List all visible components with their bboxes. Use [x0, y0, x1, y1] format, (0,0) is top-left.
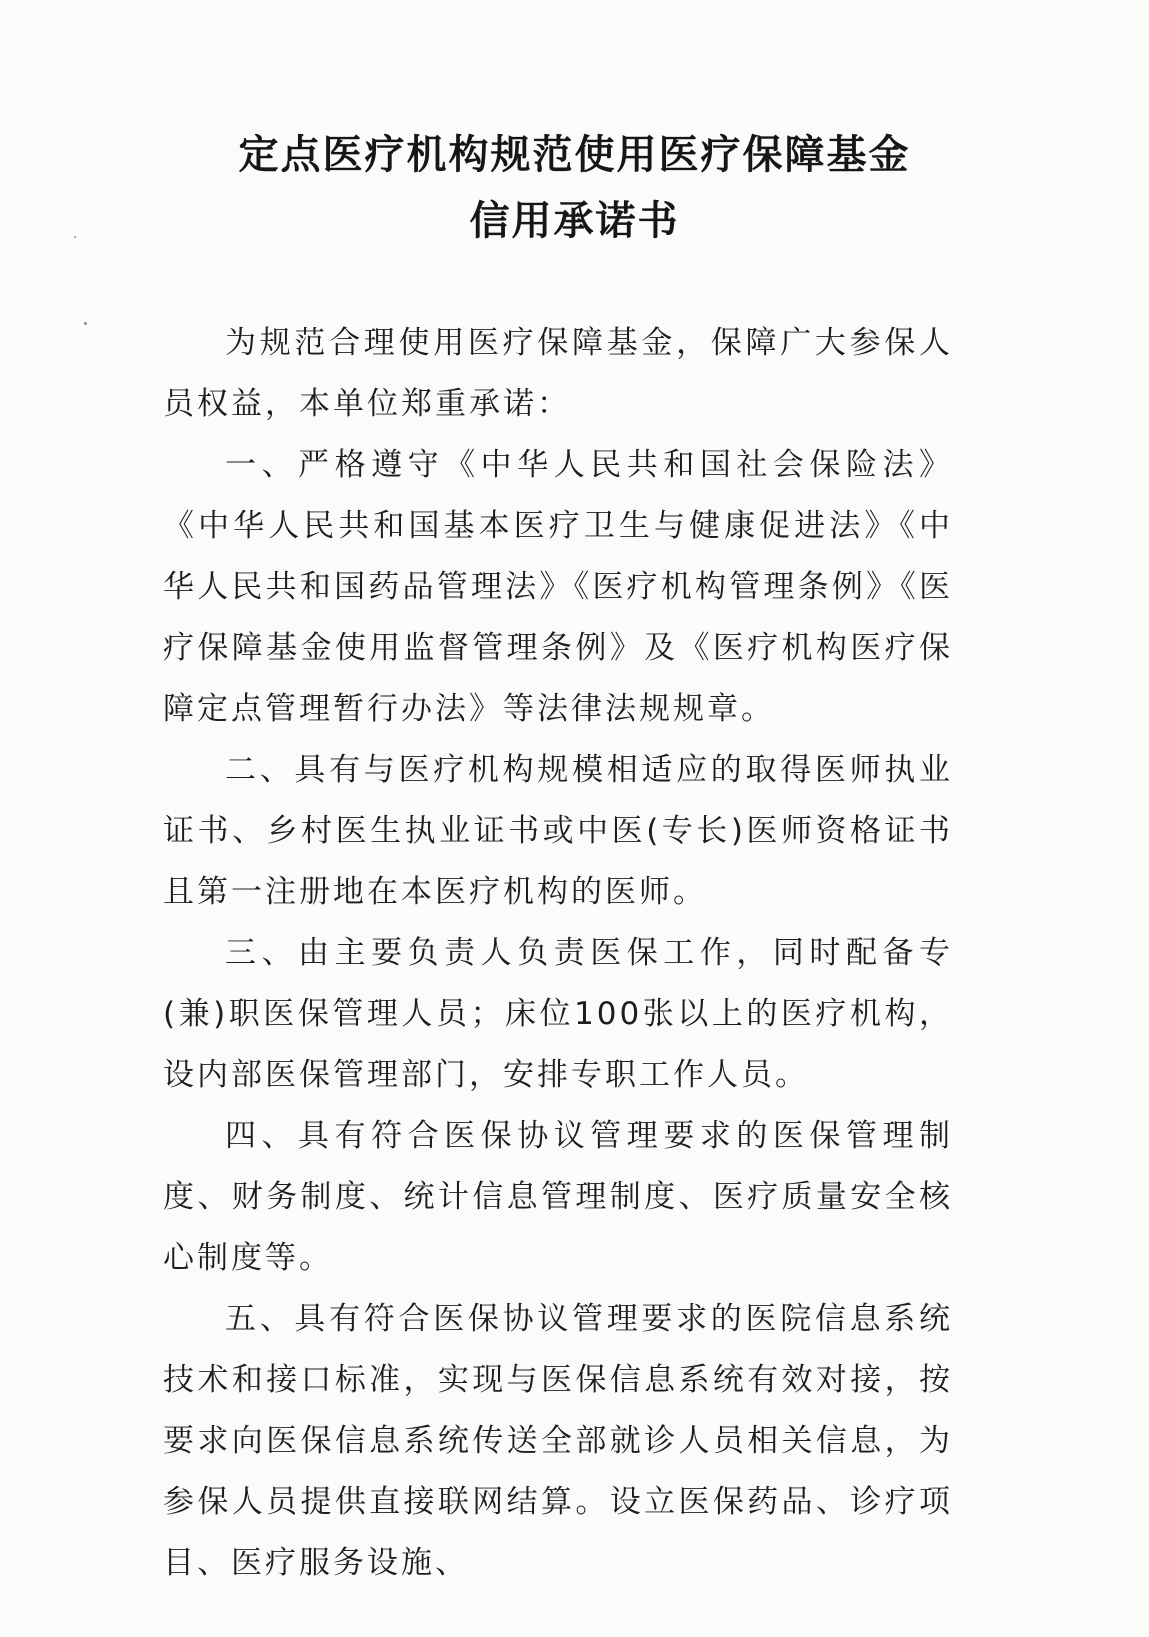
paragraph-item-4: 四、具有符合医保协议管理要求的医保管理制度、财务制度、统计信息管理制度、医疗质量安全核心制度等。 [163, 1118, 953, 1276]
paragraph-item-2: 二、具有与医疗机构规模相适应的取得医师执业证书、乡村医生执业证书或中医(专长)医师资格证书且第一注册地在本医疗机构的医师。 [163, 752, 953, 910]
paragraph-item-3: 三、由主要负责人负责医保工作，同时配备专(兼)职医保管理人员；床位100张以上的医疗机构，设内部医保管理部门，安排专职工作人员。 [163, 935, 953, 1093]
paragraph-item-1: 一、严格遵守《中华人民共和国社会保险法》《中华人民共和国基本医疗卫生与健康促进法》《中华人民共和国药品管理法》《医疗机构管理条例》《医疗保障基金使用监督管理条例》及《医疗机构医疗保障定点管理暂行办法》等法律法规规章。 [163, 447, 953, 727]
document-title [0, 122, 1149, 254]
scan-speck [84, 322, 87, 325]
paragraph-item-5: 五、具有符合医保协议管理要求的医院信息系统技术和接口标准，实现与医保信息系统有效对接，按要求向医保信息系统传送全部就诊人员相关信息，为参保人员提供直接联网结算。设立医保药品、诊疗项目、医疗服务设施、 [163, 1301, 953, 1581]
document-body [163, 313, 953, 1594]
paragraph-intro: 为规范合理使用医疗保障基金，保障广大参保人员权益，本单位郑重承诺： [163, 325, 953, 422]
title-line-2: 信用承诺书 [469, 197, 680, 244]
title-line-1: 定点医疗机构规范使用医疗保障基金 [238, 131, 911, 178]
